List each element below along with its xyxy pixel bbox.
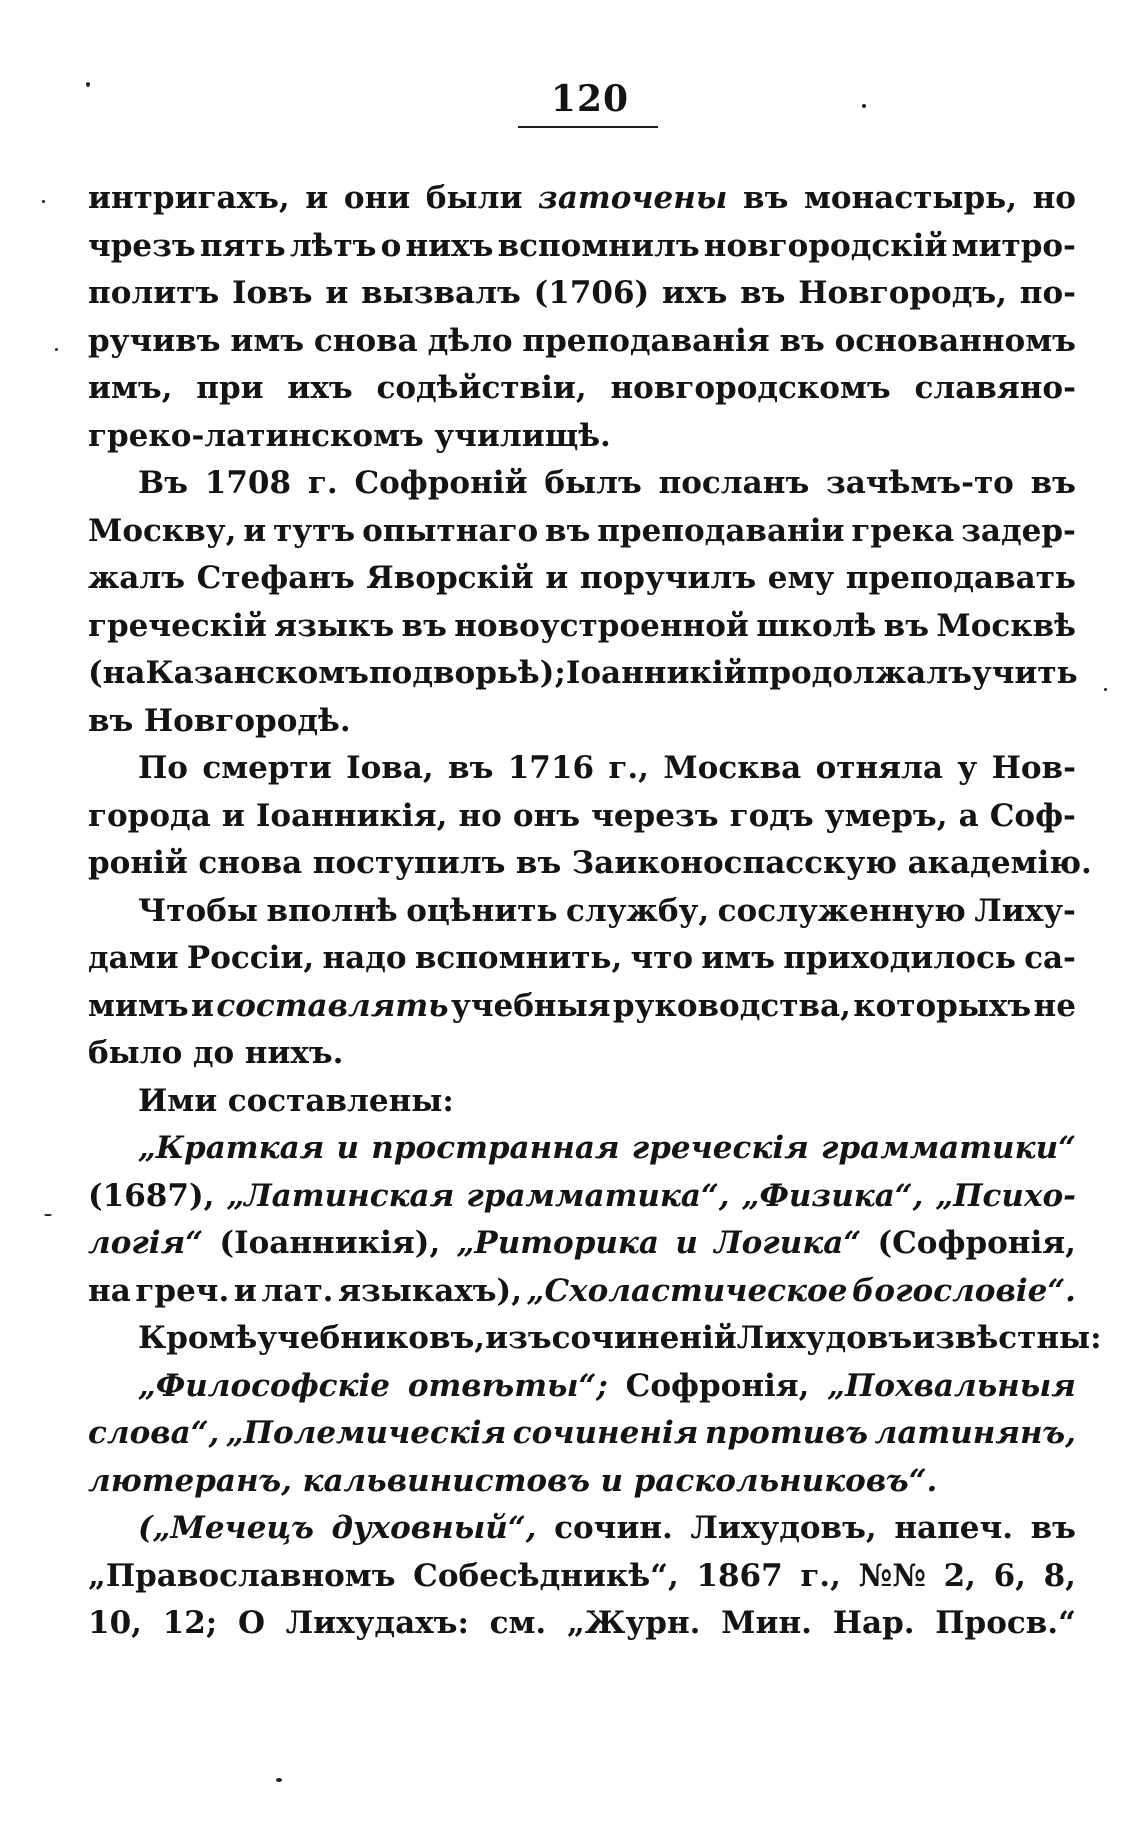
- word: отняла: [815, 750, 943, 786]
- word: 12;: [162, 1605, 218, 1641]
- word: учить: [971, 655, 1078, 691]
- scan-speck: [86, 82, 90, 87]
- text-line: [88, 223, 1076, 271]
- word: у: [957, 750, 978, 786]
- word: въ: [740, 275, 786, 311]
- word: Москву,: [88, 512, 237, 549]
- word: въ: [515, 845, 562, 881]
- word: отвѣты“;: [407, 1367, 608, 1404]
- word: продолжалъ: [746, 655, 972, 691]
- word: въ: [743, 180, 789, 216]
- word: Іоанникія,: [255, 797, 448, 834]
- word: и: [243, 512, 267, 549]
- word: Яворскій: [366, 560, 534, 596]
- scan-speck: [42, 200, 45, 203]
- word: „Полемическія: [225, 1415, 507, 1451]
- word: ихъ: [287, 370, 353, 406]
- word: поступилъ: [312, 845, 506, 881]
- word: Лихудовъ: [736, 1320, 913, 1356]
- word: дѣло: [427, 322, 513, 359]
- text-line: [88, 603, 1076, 651]
- word: грамматики“: [821, 1130, 1076, 1166]
- word: лѣтъ: [289, 227, 377, 264]
- word: греко-латинскомъ: [88, 417, 424, 454]
- word: греческія: [631, 1130, 809, 1166]
- word: Нов-: [991, 750, 1076, 786]
- word: мимъ: [88, 987, 189, 1024]
- word: былъ: [544, 465, 642, 501]
- word: языкахъ),: [338, 1272, 523, 1309]
- word: Нар.: [832, 1605, 915, 1641]
- word: онъ: [512, 797, 581, 834]
- word: см.: [489, 1605, 547, 1641]
- text-line: [88, 1600, 1076, 1648]
- word: сочиненія: [512, 1415, 699, 1451]
- word: Собесѣдникѣ“,: [413, 1557, 679, 1594]
- text-line: [88, 1553, 1076, 1601]
- scan-speck: [862, 104, 866, 108]
- word: города: [88, 797, 211, 834]
- word: Чтобы: [138, 892, 258, 929]
- word: зачѣмъ-то: [826, 465, 1014, 501]
- text-line: [88, 1078, 1076, 1126]
- text-line: [88, 1363, 1076, 1411]
- word: и: [675, 1225, 698, 1261]
- word: духовный“,: [331, 1510, 537, 1546]
- word: новгородскомъ: [610, 370, 891, 406]
- word: были: [425, 180, 523, 216]
- word: напеч.: [894, 1510, 1013, 1546]
- word: 6,: [993, 1557, 1026, 1594]
- scan-speck: [1104, 688, 1107, 691]
- word: не: [1033, 987, 1076, 1024]
- text-line: [88, 1220, 1076, 1268]
- text-line: [88, 413, 1076, 461]
- word: г.: [307, 465, 338, 501]
- word: По: [138, 750, 188, 786]
- word: содѣйствіи,: [376, 370, 587, 406]
- word: снова: [198, 845, 303, 881]
- word: Лиху-: [974, 892, 1076, 929]
- word: а: [958, 797, 979, 834]
- word: („Мечецъ: [138, 1510, 314, 1546]
- word: имъ,: [88, 370, 173, 406]
- word: и: [336, 1130, 360, 1166]
- word: чрезъ: [88, 227, 196, 264]
- word: Въ: [138, 465, 188, 501]
- word: 2,: [943, 1557, 976, 1594]
- text-line: [88, 1315, 1102, 1363]
- text-line: [88, 175, 1076, 223]
- word: тутъ: [273, 512, 356, 549]
- word: умеръ,: [824, 797, 948, 834]
- word: грамматика“,: [466, 1177, 730, 1214]
- word: г.,: [608, 750, 649, 786]
- word: 1867: [696, 1557, 783, 1594]
- word: „Риторика: [456, 1225, 660, 1261]
- word: о: [380, 227, 402, 264]
- word: задер-: [961, 512, 1076, 549]
- word: ему: [767, 560, 835, 596]
- word: раскольниковъ“.: [633, 1462, 938, 1499]
- word: Москвѣ: [936, 607, 1076, 644]
- word: логія“: [88, 1225, 204, 1261]
- text-line: [88, 983, 1076, 1031]
- word: школѣ: [756, 607, 877, 644]
- text-line: [88, 270, 1076, 318]
- word: и: [600, 1462, 624, 1499]
- word: Іовъ: [232, 275, 313, 311]
- text-line: [88, 1505, 1076, 1553]
- word: противъ: [704, 1415, 869, 1451]
- word: „Физика“,: [741, 1177, 924, 1214]
- word: (Іоанникія),: [219, 1225, 441, 1261]
- word: Новгородъ,: [798, 275, 1007, 311]
- word: №№: [858, 1557, 926, 1594]
- word: черезъ: [591, 797, 719, 834]
- page-number-rule: [518, 126, 658, 128]
- text-line: [88, 1268, 1076, 1316]
- word: (на: [88, 655, 146, 691]
- word: составлены:: [227, 1082, 454, 1119]
- word: годъ: [729, 797, 814, 834]
- word: богословіе“.: [852, 1272, 1076, 1309]
- word: 1708: [204, 465, 292, 501]
- word: приходилось: [783, 940, 1016, 976]
- word: службу,: [565, 892, 710, 929]
- word: „Похвальныя: [827, 1367, 1076, 1404]
- word: Просв.“: [935, 1605, 1076, 1641]
- word: и: [305, 180, 329, 216]
- word: сочиненій: [551, 1320, 737, 1356]
- word: руководства,: [612, 987, 851, 1024]
- word: и: [545, 560, 569, 596]
- word: преподаванія: [522, 322, 770, 359]
- word: составлять: [216, 987, 449, 1024]
- word: вызвалъ: [361, 275, 521, 311]
- word: (1687),: [88, 1177, 215, 1214]
- word: что: [630, 940, 694, 976]
- word: оцѣнить: [406, 892, 558, 929]
- word: въ: [448, 750, 494, 786]
- word: „Православномъ: [88, 1557, 396, 1594]
- text-line: [88, 318, 1076, 366]
- word: вспомнить,: [414, 940, 623, 976]
- word: надо: [322, 940, 407, 976]
- word: славяно-: [914, 370, 1076, 406]
- text-line: [88, 650, 1076, 698]
- word: „Латинская: [226, 1177, 455, 1214]
- word: Логика“: [714, 1225, 862, 1261]
- word: роній: [88, 845, 188, 881]
- word: въ: [883, 607, 929, 644]
- word: они: [343, 180, 411, 216]
- word: Лихудовъ,: [690, 1510, 877, 1546]
- word: новгородскій: [703, 227, 948, 264]
- text-line: [88, 508, 1076, 556]
- word: „Журн.: [566, 1605, 701, 1641]
- word: Россіи,: [186, 940, 315, 976]
- word: но: [458, 797, 502, 834]
- word: Кромѣ: [138, 1320, 258, 1356]
- text-line: [88, 555, 1076, 603]
- word: латинянъ,: [874, 1415, 1076, 1451]
- text-line: [88, 793, 1076, 841]
- word: О: [237, 1605, 265, 1641]
- word: и: [190, 987, 214, 1024]
- scan-speck: [276, 1778, 282, 1782]
- text-line: [88, 1458, 1076, 1506]
- word: дами: [88, 940, 179, 976]
- word: кальвинистовъ: [302, 1462, 590, 1499]
- word: новоустроенной: [454, 607, 749, 644]
- text-line: [88, 1173, 1076, 1221]
- word: посланъ: [658, 465, 810, 501]
- word: Софроній: [354, 465, 528, 501]
- word: снова: [313, 322, 418, 359]
- word: опытнаго: [362, 512, 539, 549]
- word: Іоанникій: [565, 655, 747, 691]
- word: „Психо-: [935, 1177, 1076, 1214]
- word: ручивъ: [88, 322, 221, 359]
- word: имъ: [701, 940, 775, 976]
- word: грека: [851, 512, 955, 549]
- word: смерти: [202, 750, 332, 786]
- word: въ: [1030, 1510, 1076, 1546]
- word: сочин.: [554, 1510, 673, 1546]
- word: 1716: [507, 750, 595, 786]
- word: на: [88, 1272, 131, 1309]
- word: Заиконоспасскую: [571, 845, 898, 881]
- word: до: [192, 1035, 235, 1071]
- word: 10,: [88, 1605, 142, 1641]
- word: Соф-: [989, 797, 1076, 834]
- word: 8,: [1043, 1557, 1076, 1594]
- word: Софронія,: [625, 1367, 810, 1404]
- scan-speck: [44, 1214, 52, 1216]
- word: жалъ: [88, 560, 186, 596]
- word: лютеранъ,: [88, 1462, 292, 1499]
- word: нихъ: [405, 227, 494, 264]
- word: въ: [1030, 465, 1076, 501]
- word: языкъ: [274, 607, 395, 644]
- word: „Краткая: [138, 1130, 325, 1166]
- text-line: [88, 1125, 1076, 1173]
- word: и: [325, 275, 349, 311]
- word: въ: [779, 322, 825, 359]
- word: ихъ: [662, 275, 728, 311]
- word: Стефанъ: [196, 560, 355, 596]
- word: учебныя: [450, 987, 611, 1024]
- text-line: [88, 1030, 1076, 1078]
- word: изъ: [485, 1320, 552, 1356]
- word: Москва: [663, 750, 802, 786]
- word: интригахъ,: [88, 180, 290, 216]
- page-number: 120: [550, 78, 630, 120]
- word: „Философскіе: [138, 1367, 391, 1404]
- word: „Схоластическое: [526, 1272, 848, 1309]
- word: (Софронія,: [877, 1225, 1076, 1261]
- word: слова“,: [88, 1415, 220, 1451]
- word: поручилъ: [579, 560, 757, 596]
- text-line: [88, 840, 1092, 888]
- text-line: [88, 460, 1076, 508]
- word: но: [1032, 180, 1076, 216]
- word: Лихудахъ:: [285, 1605, 469, 1641]
- word: греч.: [135, 1272, 230, 1309]
- word: нихъ.: [244, 1035, 344, 1071]
- word: Мин.: [721, 1605, 812, 1641]
- word: вспомнилъ: [497, 227, 700, 264]
- word: монастырь,: [803, 180, 1018, 216]
- word: лат.: [261, 1272, 334, 1309]
- word: учебниковъ,: [257, 1320, 486, 1356]
- word: которыхъ: [853, 987, 1032, 1024]
- word: преподавать: [845, 560, 1076, 596]
- word: вполнѣ: [266, 892, 398, 929]
- text-line: [88, 935, 1076, 983]
- word: пространная: [371, 1130, 620, 1166]
- scan-speck: [55, 348, 58, 351]
- word: политъ: [88, 275, 220, 311]
- word: и: [221, 797, 245, 834]
- word: и: [233, 1272, 257, 1309]
- word: основанномъ: [834, 322, 1076, 359]
- text-line: [88, 1410, 1076, 1458]
- text-line: [88, 745, 1076, 793]
- word: подворьѣ);: [368, 655, 566, 691]
- word: при: [196, 370, 264, 406]
- word: имъ: [230, 322, 305, 359]
- word: училищѣ.: [434, 417, 611, 454]
- word: греческій: [88, 607, 267, 644]
- word: митро-: [951, 227, 1076, 264]
- text-line: [88, 698, 1076, 746]
- body-text: [88, 175, 1102, 1648]
- word: сослуженную: [717, 892, 966, 929]
- word: заточены: [538, 180, 728, 216]
- word: Новгородѣ.: [143, 702, 351, 739]
- word: было: [88, 1035, 183, 1071]
- word: г.,: [800, 1557, 841, 1594]
- word: въ: [545, 512, 591, 549]
- word: Іова,: [346, 750, 434, 786]
- word: са-: [1024, 940, 1076, 976]
- text-line: [88, 888, 1076, 936]
- word: Ими: [138, 1082, 218, 1119]
- word: академію.: [907, 845, 1092, 881]
- word: (1706): [533, 275, 650, 311]
- word: преподаваніи: [597, 512, 845, 549]
- text-line: [88, 365, 1076, 413]
- word: пять: [199, 227, 286, 264]
- word: по-: [1019, 275, 1076, 311]
- word: извѣстны:: [912, 1320, 1102, 1356]
- word: въ: [88, 702, 134, 739]
- word: въ: [401, 607, 447, 644]
- word: Казанскомъ: [145, 655, 369, 691]
